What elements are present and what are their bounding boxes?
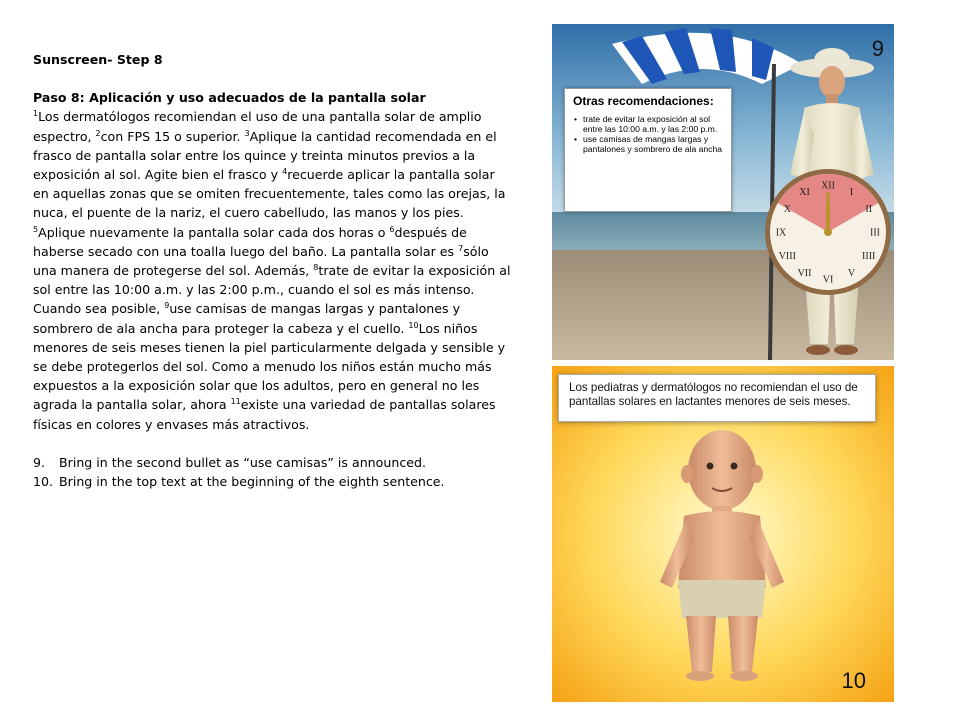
illustration-panel-9 xyxy=(552,24,894,360)
slide-heading: Sunscreen- Step 8 xyxy=(33,52,163,67)
clock-numeral: II xyxy=(865,204,873,215)
text-column xyxy=(33,50,513,491)
callout-bullets xyxy=(573,114,723,154)
note-item: 9. Bring in the second bullet as “use camisas” is announced. xyxy=(33,454,426,470)
callout-title: Otras recomendaciones: xyxy=(573,94,714,108)
sentence-marker: 9 xyxy=(164,301,170,311)
sentence-marker: 11 xyxy=(230,397,241,407)
sentence-text: Aplique nuevamente la pantalla solar cada dos horas o xyxy=(38,224,390,240)
callout-bullet: • trate de evitar la exposición al sol entre las 10:00 a.m. y las 2:00 p.m. xyxy=(583,114,723,134)
sentence-marker: 10 xyxy=(408,320,419,330)
clock-graphic xyxy=(765,169,891,295)
sentence-marker: 6 xyxy=(389,224,395,234)
panel-number: 9 xyxy=(871,36,884,61)
sentence-marker: 2 xyxy=(95,128,101,138)
pediatric-note: Los pediatras y dermatólogos no recomiendan el uso de pantallas solares en lactantes menores de seis meses. xyxy=(558,374,876,422)
panel-number: 10 xyxy=(841,668,866,693)
sentence-text: después de haberse secado con una toalla luego del baño. La pantalla solar es xyxy=(33,224,467,259)
callout-bullet: • use camisas de mangas largas y pantalones y sombrero de ala ancha xyxy=(583,134,723,154)
clock-numeral: XI xyxy=(799,186,810,198)
clock-numeral: I xyxy=(849,186,854,198)
clock-numeral: XII xyxy=(821,180,835,192)
clock-numeral: VII xyxy=(797,268,812,280)
clock-numeral: VI xyxy=(822,274,834,286)
sentence-text: sólo una manera de protegerse del sol. Además, xyxy=(33,243,489,279)
sentence-marker: 8 xyxy=(313,263,319,273)
sentence-text: recuerde aplicar la pantalla solar en aquellas zonas que se omiten frecuentemente, tales como las orejas, la nuca, el puente de la nariz, el cuero cabelludo, las manos y los pies. xyxy=(33,167,506,221)
note-item: 10. Bring in the top text at the beginning of the eighth sentence. xyxy=(33,474,445,490)
narration-paragraph xyxy=(33,107,513,433)
sentence-marker: 4 xyxy=(282,167,288,177)
sentence-text: trate de evitar la exposición al sol entre las 10:00 a.m. y las 2:00 p.m., cuando el sol es más intenso. Cuando sea posible, xyxy=(33,263,511,317)
recommendations-callout xyxy=(564,88,732,212)
sentence-marker: 1 xyxy=(33,109,39,119)
sentence-text: existe una variedad de pantallas solares físicas en colores y envases más atractivos. xyxy=(33,397,496,432)
sentence-text: con FPS 15 o superior. xyxy=(100,128,245,144)
clock-numeral: IIII xyxy=(862,251,876,262)
production-notes xyxy=(33,453,513,491)
sentence-text: Los dermatólogos recomiendan el uso de una pantalla solar de amplio espectro, xyxy=(33,109,482,144)
illustration-panel-10 xyxy=(552,366,894,702)
sentence-text: Los niños menores de seis meses tienen la piel particularmente delgada y sensible y se debe protegerlos del sol. Como a menudo los niños están mucho más expuestos a la exposición solar que los adultos, pero en general no les agrada la pantalla solar, ahora xyxy=(33,320,506,413)
sentence-marker: 5 xyxy=(33,224,39,234)
clock-numeral: V xyxy=(847,268,856,280)
step-subheading: Paso 8: Aplicación y uso adecuados de la pantalla solar xyxy=(33,90,426,106)
sentence-text: use camisas de mangas largas y pantalones y sombrero de ala ancha para proteger la cabeza y el cuello. xyxy=(33,301,461,336)
sentence-marker: 7 xyxy=(458,243,464,253)
clock-numeral: III xyxy=(870,227,880,239)
sentence-text: Aplique la cantidad recomendada en el frasco de pantalla solar entre los quince y treinta minutos previos a la exposición al sol. Agite bien el frasco y xyxy=(33,128,497,183)
clock-numeral: X xyxy=(783,204,791,215)
sentence-marker: 3 xyxy=(244,128,250,138)
clock-numeral: VIII xyxy=(778,251,796,262)
clock-numeral: IX xyxy=(775,227,787,239)
